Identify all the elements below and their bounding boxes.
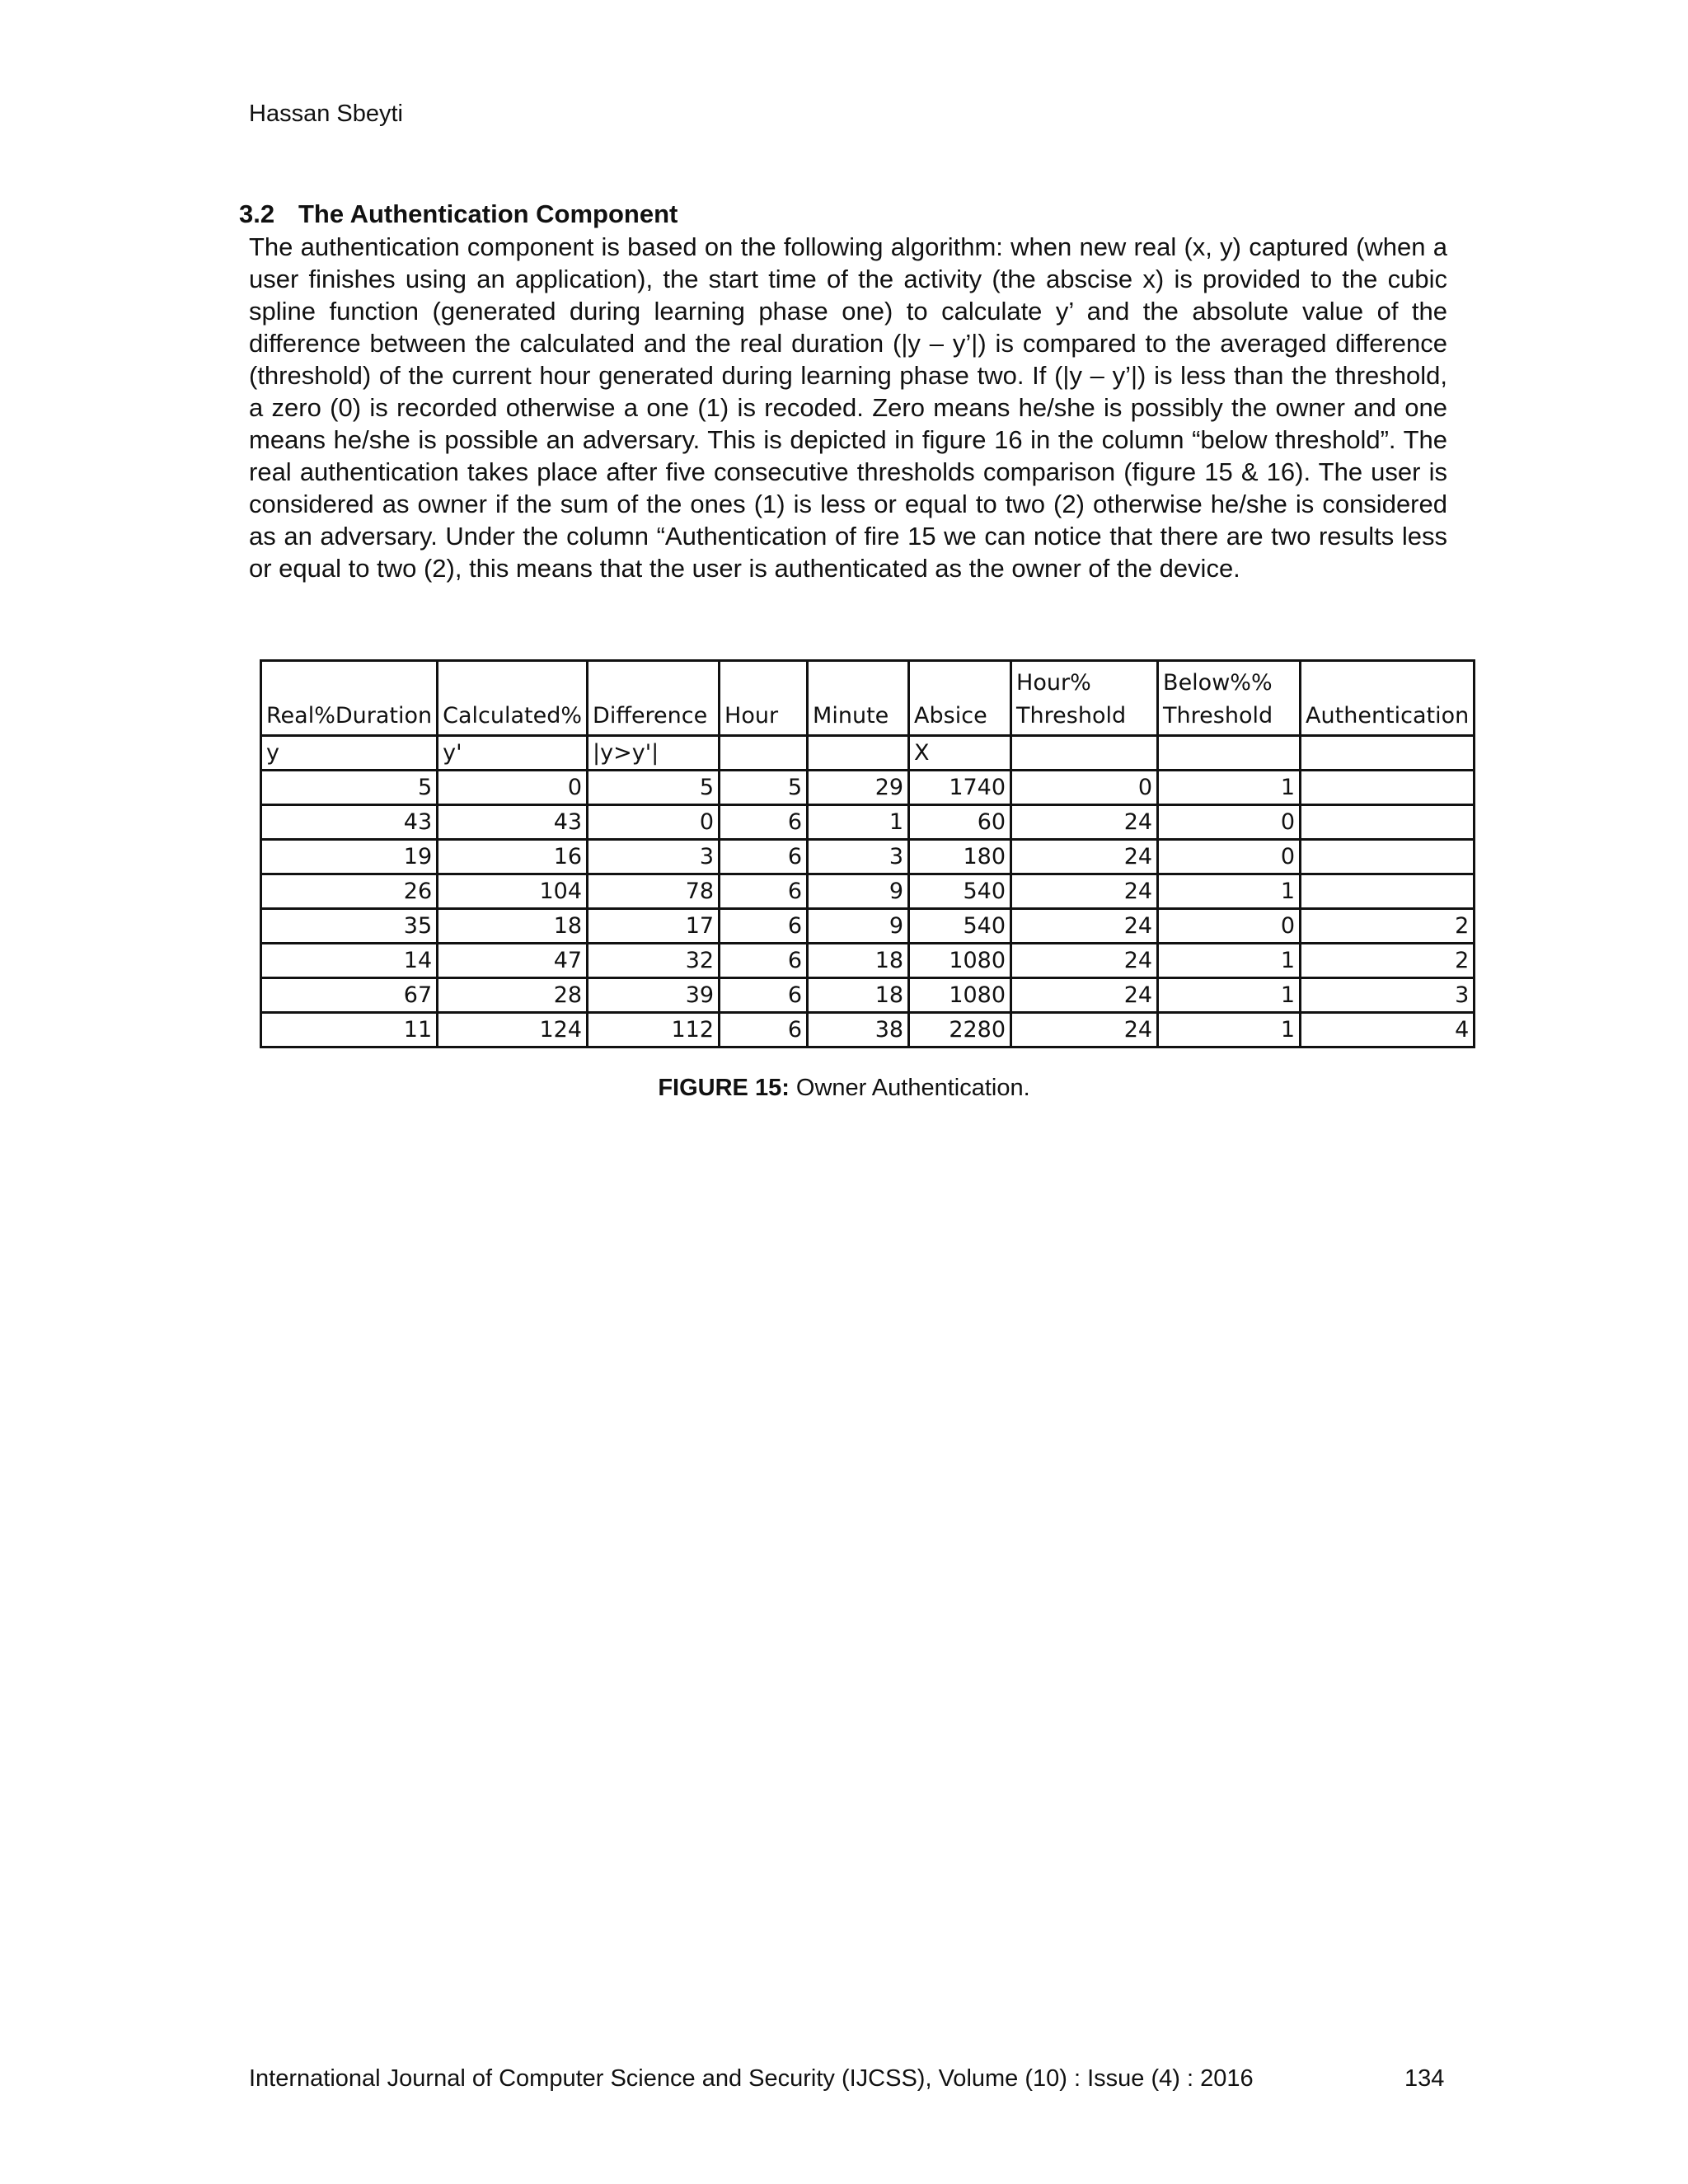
header-label: Threshold xyxy=(1163,703,1273,729)
table-cell: 24 xyxy=(1011,874,1158,909)
table-cell: 3 xyxy=(588,840,720,874)
table-cell: 3 xyxy=(808,840,909,874)
table-cell: 18 xyxy=(808,978,909,1013)
table-cell: 43 xyxy=(438,805,588,840)
figure-caption xyxy=(0,1071,1688,1104)
table-cell: 0 xyxy=(438,771,588,805)
table-cell: 11 xyxy=(261,1013,438,1047)
table-cell: 5 xyxy=(720,771,808,805)
header-label: Real%Duration xyxy=(266,703,433,729)
page-number: 134 xyxy=(1404,2065,1445,2092)
header-cell xyxy=(720,661,808,736)
header-label: Difference xyxy=(593,703,708,729)
header-cell xyxy=(438,661,588,736)
header-cell xyxy=(588,661,720,736)
table-cell: 16 xyxy=(438,840,588,874)
symbol-cell xyxy=(1011,736,1158,771)
running-head: Hassan Sbeyti xyxy=(249,101,403,127)
table-cell: 1740 xyxy=(909,771,1011,805)
table-cell: 1 xyxy=(1158,1013,1301,1047)
table-cell: 47 xyxy=(438,944,588,978)
table-row xyxy=(261,840,1475,874)
table-cell: 1080 xyxy=(909,944,1011,978)
symbol-cell xyxy=(1158,736,1301,771)
section-number: 3.2 xyxy=(239,199,275,228)
symbol-cell: y xyxy=(261,736,438,771)
table-cell: 26 xyxy=(261,874,438,909)
table-cell: 32 xyxy=(588,944,720,978)
table-row xyxy=(261,978,1475,1013)
table-cell xyxy=(1301,874,1475,909)
table-row xyxy=(261,1013,1475,1047)
table-cell: 6 xyxy=(720,1013,808,1047)
table-cell: 1080 xyxy=(909,978,1011,1013)
table-cell: 24 xyxy=(1011,909,1158,944)
table-cell: 1 xyxy=(1158,944,1301,978)
table-cell: 9 xyxy=(808,909,909,944)
table-cell: 39 xyxy=(588,978,720,1013)
table-cell: 9 xyxy=(808,874,909,909)
table-cell: 35 xyxy=(261,909,438,944)
header-label: Below%% xyxy=(1163,670,1273,696)
table-cell: 29 xyxy=(808,771,909,805)
table-cell: 6 xyxy=(720,944,808,978)
header-label: Minute xyxy=(813,703,889,729)
table-cell: 0 xyxy=(1158,909,1301,944)
table-cell: 540 xyxy=(909,874,1011,909)
table-cell: 540 xyxy=(909,909,1011,944)
table-row xyxy=(261,944,1475,978)
figure-caption-text: Owner Authentication. xyxy=(789,1075,1030,1101)
table-cell: 67 xyxy=(261,978,438,1013)
table-cell: 24 xyxy=(1011,944,1158,978)
table-body xyxy=(261,661,1475,1047)
header-label: Hour% xyxy=(1016,670,1091,696)
table-cell: 5 xyxy=(261,771,438,805)
symbol-cell xyxy=(1301,736,1475,771)
table-cell: 60 xyxy=(909,805,1011,840)
header-cell xyxy=(909,661,1011,736)
table-row xyxy=(261,874,1475,909)
body-paragraph: The authentication component is based on the following algorithm: when new real (x, y) captured (when a user finishes using an application), the start time of the activity (the abscise x) is provided to the cubic spline function (generated during learning phase one) to calculate y’ and the absolute value of the difference between the calculated and the real duration (|y – y’|) is compared to the averaged difference (threshold) of the current hour generated during learning phase two. If (|y – y’|) is less than the threshold, a zero (0) is recorded otherwise a one (1) is recoded. Zero means he/she is possibly the owner and one means he/she is possible an adversary. This is depicted in figure 16 in the column “below threshold”. The real authentication takes place after five consecutive thresholds comparison (figure 15 & 16). The user is considered as owner if the sum of the ones (1) is less or equal to two (2) otherwise he/she is considered as an adversary. Under the column “Authentication of fire 15 we can notice that there are two results less or equal to two (2), this means that the user is authenticated as the owner of the device. xyxy=(249,232,1447,583)
table-cell: 1 xyxy=(1158,874,1301,909)
table-row xyxy=(261,771,1475,805)
header-cell xyxy=(1011,661,1158,736)
table-cell: 24 xyxy=(1011,978,1158,1013)
header-label: Absice xyxy=(914,703,987,729)
table-cell: 24 xyxy=(1011,1013,1158,1047)
table-cell: 2280 xyxy=(909,1013,1011,1047)
symbol-cell xyxy=(808,736,909,771)
table-cell: 1 xyxy=(808,805,909,840)
table-cell: 6 xyxy=(720,805,808,840)
header-label: Threshold xyxy=(1016,703,1127,729)
table-row xyxy=(261,805,1475,840)
table-cell: 19 xyxy=(261,840,438,874)
figure-label: FIGURE 15: xyxy=(658,1075,790,1101)
table-cell: 78 xyxy=(588,874,720,909)
table-cell: 180 xyxy=(909,840,1011,874)
table-cell: 112 xyxy=(588,1013,720,1047)
table-cell xyxy=(1301,771,1475,805)
table-cell: 104 xyxy=(438,874,588,909)
table-cell xyxy=(1301,805,1475,840)
table-cell: 3 xyxy=(1301,978,1475,1013)
symbol-cell: X xyxy=(909,736,1011,771)
header-cell xyxy=(261,661,438,736)
table-cell: 18 xyxy=(438,909,588,944)
table-cell: 0 xyxy=(1158,805,1301,840)
table-cell: 17 xyxy=(588,909,720,944)
symbol-cell xyxy=(720,736,808,771)
symbol-row xyxy=(261,736,1475,771)
table-cell: 6 xyxy=(720,978,808,1013)
table-cell: 28 xyxy=(438,978,588,1013)
table-cell: 5 xyxy=(588,771,720,805)
footer-journal: International Journal of Computer Science and Security (IJCSS), Volume (10) : Issue (4) : 2016 xyxy=(249,2065,1254,2092)
table-cell: 124 xyxy=(438,1013,588,1047)
table-cell: 43 xyxy=(261,805,438,840)
symbol-cell: y' xyxy=(438,736,588,771)
table-cell: 1 xyxy=(1158,978,1301,1013)
header-cell xyxy=(1301,661,1475,736)
table-cell: 6 xyxy=(720,909,808,944)
header-row xyxy=(261,661,1475,736)
section-heading xyxy=(239,196,678,232)
header-label: Hour xyxy=(724,703,779,729)
authentication-table xyxy=(260,659,1475,1048)
table-cell: 24 xyxy=(1011,805,1158,840)
header-cell xyxy=(1158,661,1301,736)
table-cell: 2 xyxy=(1301,944,1475,978)
table-cell: 6 xyxy=(720,840,808,874)
table-cell: 6 xyxy=(720,874,808,909)
table-cell xyxy=(1301,840,1475,874)
table-row xyxy=(261,909,1475,944)
header-label: Calculated% xyxy=(443,703,583,729)
section-title: The Authentication Component xyxy=(298,199,678,228)
symbol-cell: |y>y'| xyxy=(588,736,720,771)
table-cell: 0 xyxy=(588,805,720,840)
header-cell xyxy=(808,661,909,736)
header-label: Authentication xyxy=(1306,703,1470,729)
table-cell: 38 xyxy=(808,1013,909,1047)
table-cell: 4 xyxy=(1301,1013,1475,1047)
table-cell: 18 xyxy=(808,944,909,978)
table-cell: 0 xyxy=(1158,840,1301,874)
table-cell: 1 xyxy=(1158,771,1301,805)
table-cell: 0 xyxy=(1011,771,1158,805)
table-cell: 24 xyxy=(1011,840,1158,874)
table-cell: 2 xyxy=(1301,909,1475,944)
table-cell: 14 xyxy=(261,944,438,978)
